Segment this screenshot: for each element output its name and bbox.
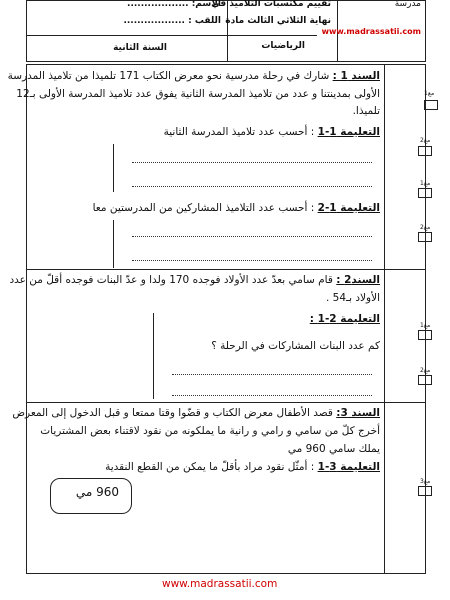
mark-box-1[interactable] [424,100,438,110]
task-1-1 [164,126,380,138]
mark-box-3[interactable] [418,188,432,198]
task-1-1-bracket [113,144,114,192]
section3-line2: أخرج كلّ من سامي و رامي و رانية ما يملكونه من نقود لاقتناء بعض المشتريات [40,425,380,437]
section-divider-2 [26,402,426,403]
answer-line[interactable] [172,395,372,396]
mark-label-7: مع3 [420,478,431,485]
mark-box-4[interactable] [418,232,432,242]
mark-box-5[interactable] [418,330,432,340]
eval-title-1: تقييم مكتسبات التلاميذ في [211,0,331,9]
header-divider [27,35,317,36]
task-3-1-label: التعليمة 3-1 [317,461,380,473]
footer-website[interactable]: www.madrassatii.com [162,578,278,590]
answer-line[interactable] [132,260,372,261]
task-3-1-text: : أمثّل نقود مراد بأقلّ ما يمكن من القطع النقدية [105,461,315,473]
section3-text1: قصد الأطفال معرض الكتاب و قضّوا وقتا ممتعا و قبل الدخول إلى المعرض [12,407,333,419]
subject: الرياضيات [261,41,305,51]
mark-box-7[interactable] [418,486,432,496]
header-website: www.madrassatii.com [321,27,421,36]
header-table [26,0,426,62]
mark-label-1: مع1 [424,90,435,97]
section2-line2: الأولاد بـ54 . [325,292,380,304]
section-divider-1 [26,269,426,270]
task-1-1-text: : أحسب عدد تلاميذ المدرسة الثانية [163,126,315,138]
section3-line1 [12,407,380,419]
section2-title: السند2 : [336,274,380,286]
mark-label-6: مع2 [420,367,431,374]
section2-line1 [9,274,380,286]
marks-column-divider [384,64,385,574]
task-1-2 [93,202,380,214]
surname-field: اللقب : .................. [123,16,221,26]
answer-line[interactable] [132,162,372,163]
task-2-1-label: التعليمة 2-1 : [309,313,380,325]
task-3-1 [105,461,380,473]
eval-title-2: نهاية الثلاثي الثالث مادة [225,16,331,26]
answer-line[interactable] [132,236,372,237]
header-student-cell [25,1,227,61]
answer-line[interactable] [132,186,372,187]
mark-label-3: مع1 [420,180,431,187]
grade-label: السنة الثانية [113,43,167,53]
section1-text1: شارك في رحلة مدرسية نحو معرض الكتاب 171 تلميذا من تلاميذ المدرسة [7,70,330,82]
section1-title: السند 1 : [332,70,380,82]
header-school-cell [321,0,425,61]
section2-text1: قام سامي بعدّ عدد الأولاد فوجده 170 ولدا و عدّ البنات فوجده أقلّ من عدد [9,274,333,286]
section1-line1 [8,70,380,82]
mark-label-2: مع2 [420,137,431,144]
section1-line3: تلميذا. [352,105,380,117]
task-1-2-label: التعليمة 1-2 [317,202,380,214]
answer-line[interactable] [172,374,372,375]
task-1-2-text: : أحسب عدد التلاميذ المشاركين من المدرستين معا [92,202,315,214]
money-box-amount: 960 مي [75,485,119,499]
mark-label-4: مع2 [420,224,431,231]
task-2-1-bracket [153,313,154,399]
section3-title: السند 3: [336,407,380,419]
mark-label-5: مع1 [420,322,431,329]
mark-box-6[interactable] [418,375,432,385]
section3-line3: يملك سامي 960 مي [287,443,380,455]
mark-box-2[interactable] [418,146,432,156]
name-field: الاسم: .................. [127,0,221,9]
section1-line2: الأولى بمدينتنا و عدد من تلاميذ المدرسة الثانية يفوق عدد تلاميذ المدرسة الأولى بـ12 [16,88,380,100]
task-1-2-bracket [113,220,114,268]
money-box [50,478,132,514]
task-2-1-question: كم عدد البنات المشاركات في الرحلة ؟ [211,340,380,352]
school-label: مدرسة [394,0,421,9]
header-title-cell [211,0,337,61]
task-1-1-label: التعليمة 1-1 [317,126,380,138]
